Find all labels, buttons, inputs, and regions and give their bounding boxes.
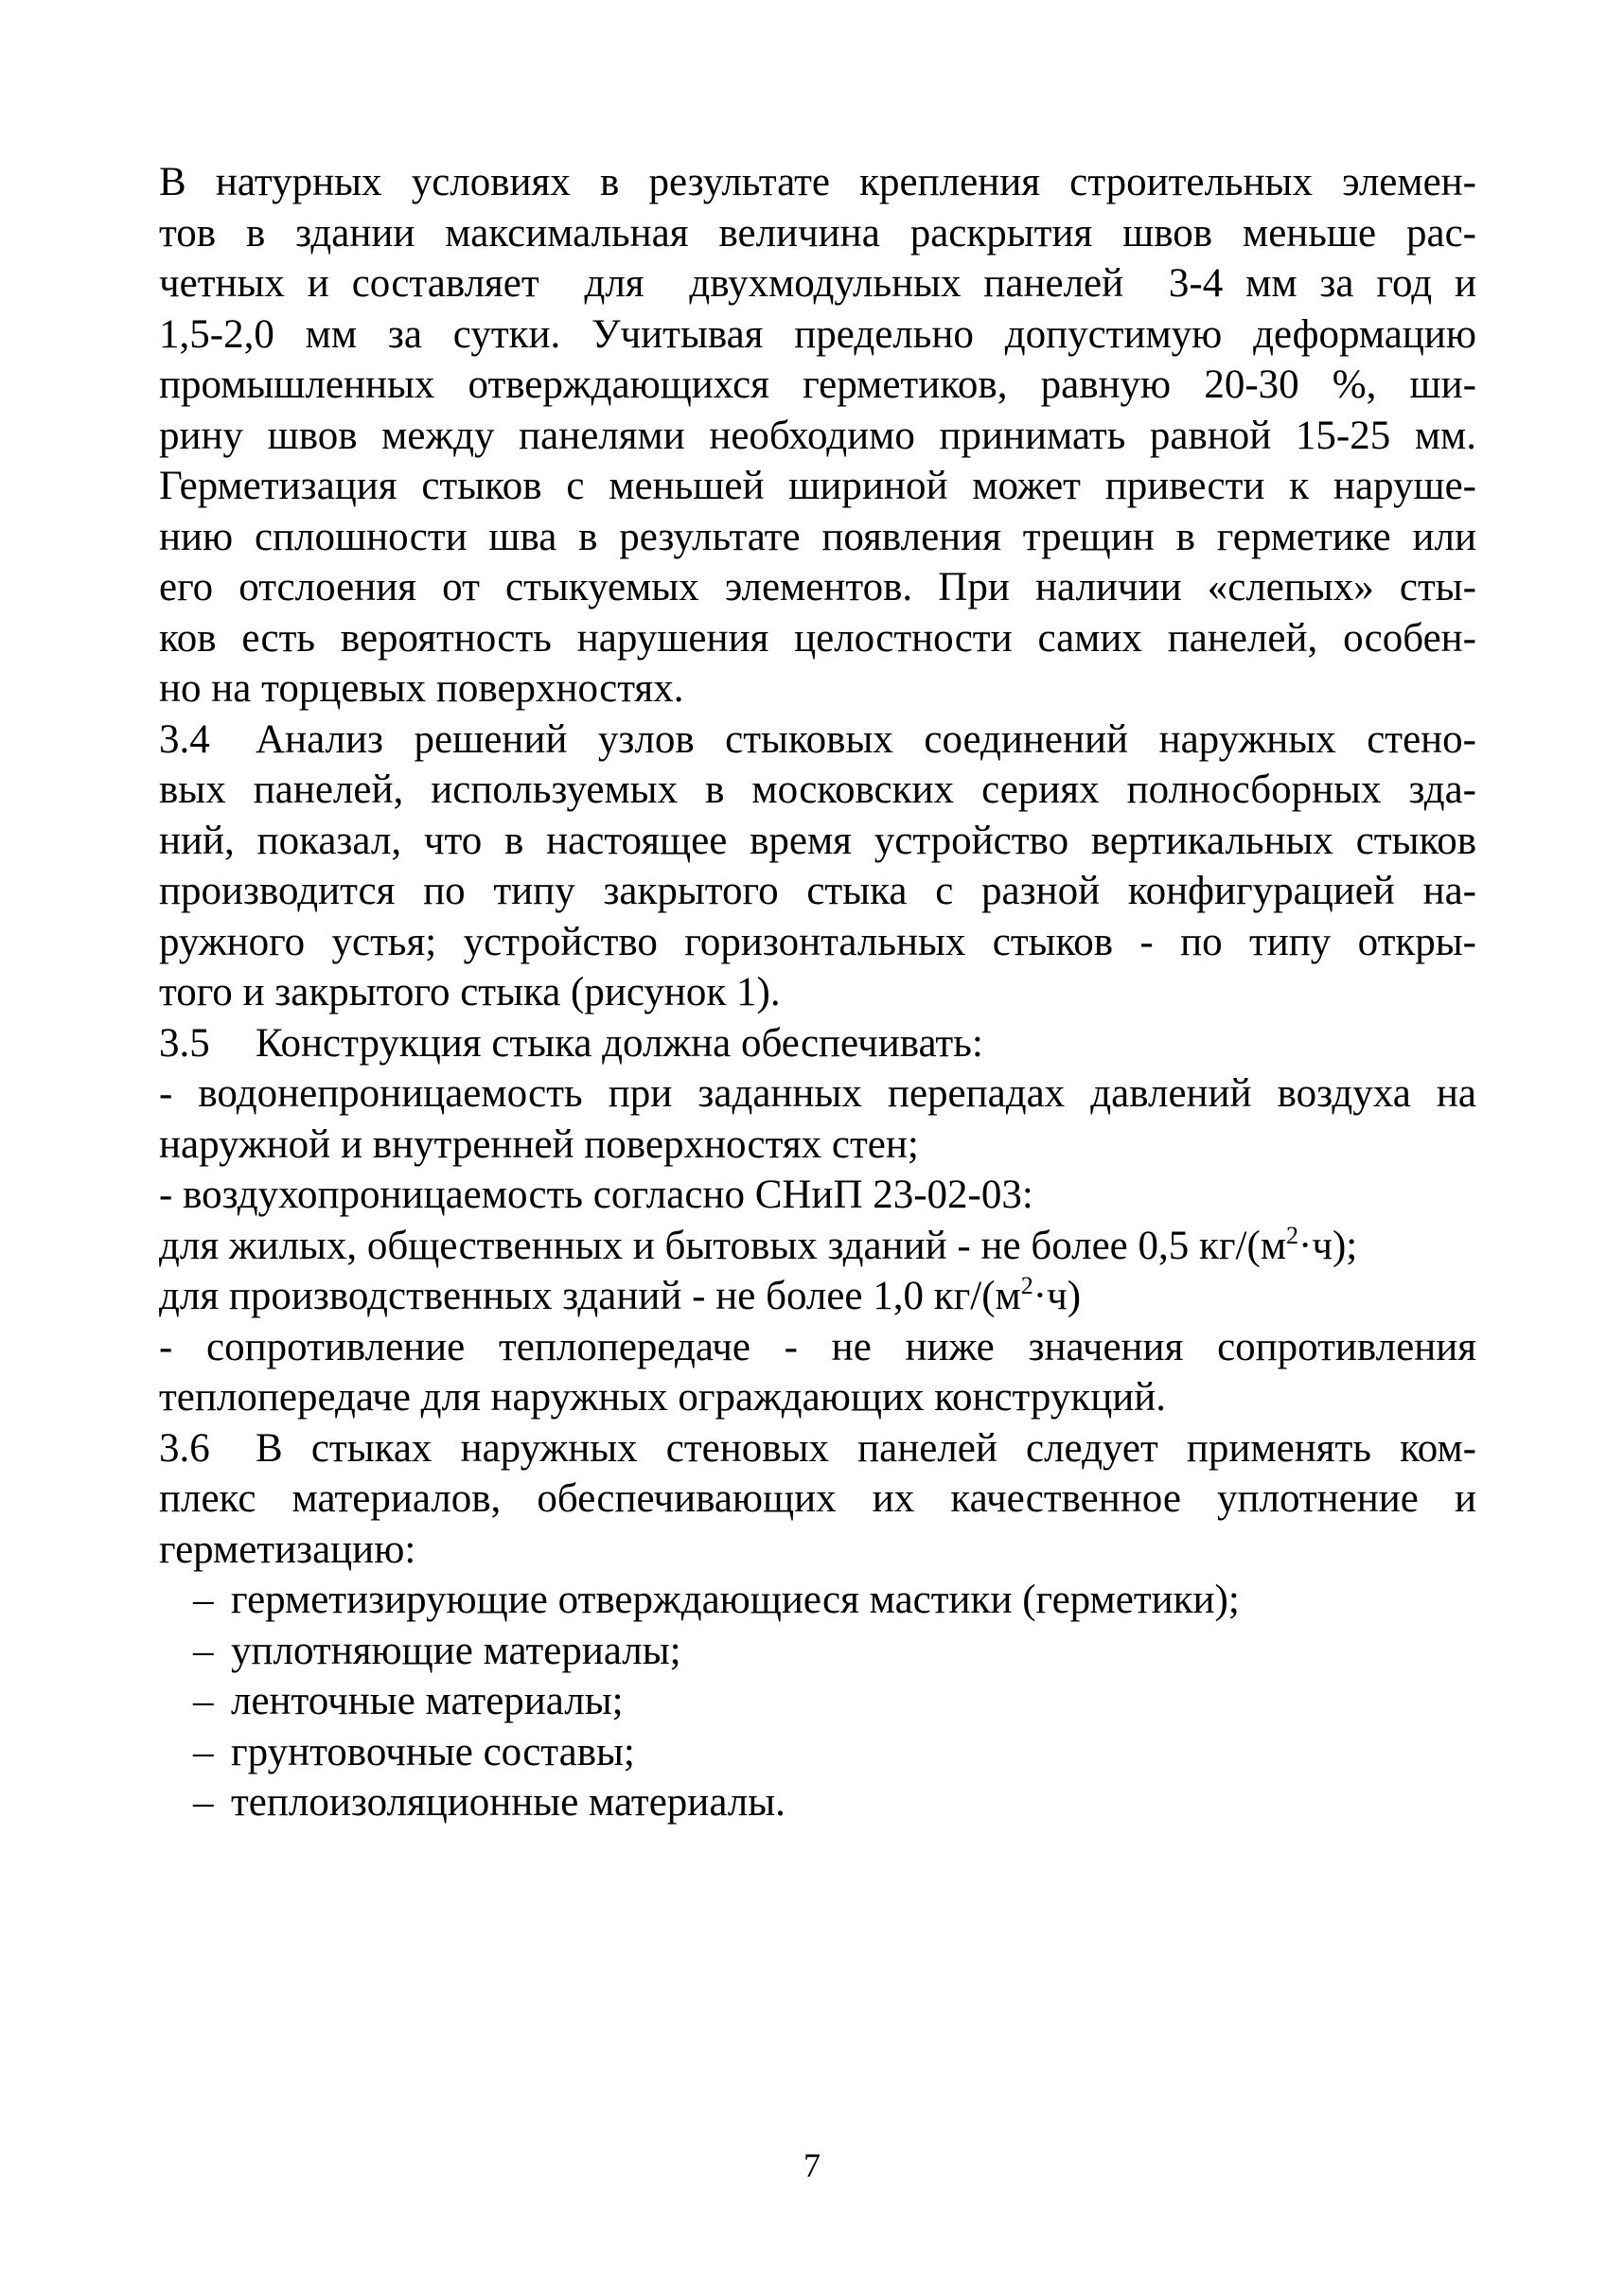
paragraph-line: рину швов между панелями необходимо принимать равной 15-25 мм. [159,413,1476,458]
list-dash: – [193,1628,214,1673]
list-dash: – [193,1729,214,1774]
paragraph-line: герметизацию: [159,1526,416,1572]
residential-norm-text: для жилых, общественных и бытовых зданий - не более 0,5 кг/(м [159,1223,1287,1268]
list-item [159,1777,1476,1828]
paragraph-line: четных и составляет для двухмодульных панелей 3-4 мм за год и [159,261,1476,306]
page-number: 7 [803,2146,821,2184]
paragraph-line: производится по типу закрытого стыка с разной конфигурацией на- [159,869,1476,913]
superscript: 2 [1020,1272,1033,1299]
section-first-line: В стыках наружных стеновых панелей следует применять ком- [256,1425,1476,1471]
list-dash: – [193,1679,214,1723]
list-dash: – [193,1780,214,1825]
industrial-norm-text: для производственных зданий - не более 1,0 кг/(м [159,1274,1021,1318]
paragraph-line: - сопротивление теплопередаче - не ниже значения сопротивления [159,1324,1476,1369]
section-number: 3.5 [159,1020,210,1066]
list-item-text: теплоизоляционные материалы. [231,1780,786,1825]
paragraph-line: - воздухопроницаемость согласно СНиП 23-02-03: [159,1173,1033,1217]
section-first-line: Анализ решений узлов стыковых соединений наружных стено- [256,716,1476,762]
list-item [159,1676,1476,1727]
paragraph-line: ков есть вероятность нарушения целостности самих панелей, особен- [159,615,1476,661]
paragraph-line: его отслоения от стыкуемых элементов. При наличии «слепых» сты- [159,565,1476,609]
residential-norm-line [159,1221,1476,1272]
paragraph-line: - водонепроницаемость при заданных перепадах давлений воздуха на [159,1071,1476,1116]
industrial-norm-line [159,1271,1476,1322]
list-dash: – [193,1578,214,1622]
section-3-5-heading-line [159,1018,1476,1069]
list-item-text: грунтовочные составы; [231,1729,635,1774]
paragraph-line: Герметизация стыков с меньшей шириной может привести к наруше- [159,464,1476,508]
section-first-line: Конструкция стыка должна обеспечивать: [256,1020,983,1066]
paragraph-line: плекс материалов, обеспечивающих их качественное уплотнение и [159,1476,1476,1521]
section-3-6-heading-line [159,1423,1476,1474]
industrial-norm-unit-end: ·ч) [1033,1274,1082,1318]
paragraph-line: наружной и внутренней поверхностях стен; [159,1121,919,1167]
list-item-text: уплотняющие материалы; [231,1628,681,1673]
body-text [159,157,1476,1828]
section-number: 3.6 [159,1425,210,1471]
paragraph-line: теплопередаче для наружных ограждающих конструкций. [159,1375,1166,1420]
list-item-text: ленточные материалы; [231,1679,624,1723]
section-3-4-heading-line [159,715,1476,766]
paragraph-line: того и закрытого стыка (рисунок 1). [159,970,781,1015]
list-item [159,1575,1476,1626]
section-number: 3.4 [159,716,210,762]
paragraph-line: но на торцевых поверхностях. [159,666,684,711]
paragraph-line: промышленных отверждающихся герметиков, равную 20-30 %, ши- [159,362,1476,407]
paragraph-line: вых панелей, используемых в московских сериях полносборных зда- [159,768,1476,812]
residential-norm-unit-end: ·ч); [1298,1223,1358,1268]
list-item [159,1727,1476,1778]
paragraph-line: ружного устья; устройство горизонтальных стыков - по типу откры- [159,919,1476,964]
superscript: 2 [1286,1221,1299,1249]
paragraph-line: ний, показал, что в настоящее время устройство вертикальных стыков [159,818,1476,863]
list-item-text: герметизирующие отверждающиеся мастики (герметики); [231,1578,1240,1622]
list-item [159,1626,1476,1677]
paragraph-line: тов в здании максимальная величина раскрытия швов меньше рас- [159,210,1476,256]
paragraph-line: В натурных условиях в результате крепления строительных элемен- [159,160,1476,204]
paragraph-line: 1,5-2,0 мм за сутки. Учитывая предельно допустимую деформацию [159,311,1476,357]
paragraph-line: нию сплошности шва в результате появления трещин в герметике или [159,514,1476,559]
